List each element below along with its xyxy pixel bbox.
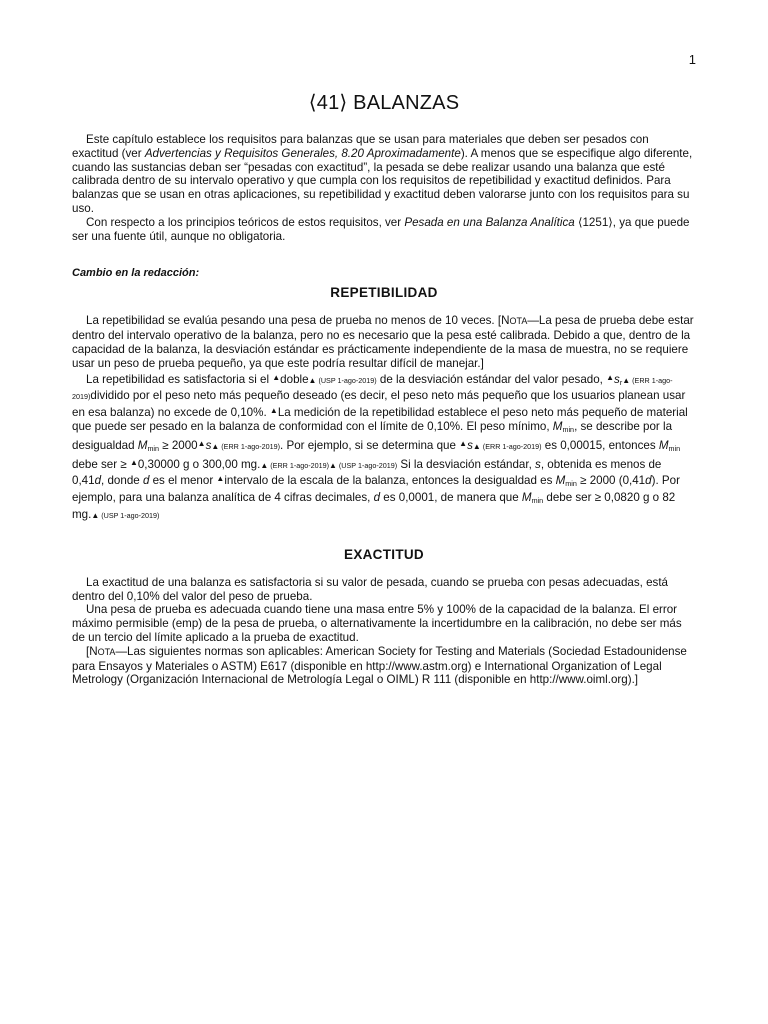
repetibilidad-paragraph-2: La repetibilidad es satisfactoria si el ▲doble▲ (USP 1-ago-2019) de la desviación estándar del valor pesado, $^▲s_r▲$ (ERR 1-ago-2019)dividido por el peso neto más pequeño deseado (es decir, el peso neto más pequeño que los usuarios planean usar en esa balanza) no excede de 0,10%. ▲La medición de la repetibilidad establece el peso neto más pequeño de material que puede ser pesado en la balanza de conformidad con el límite de 0,10%. El peso mínimo, $M_{min}$, se describe por la desigualdad $M_{min}$ ≥ 2000▲s▲ (ERR 1-ago-2019). Por ejemplo, si se determina que ▲s▲ (ERR 1-ago-2019) es 0,00015, entonces $M_{min}$ debe ser ≥ ▲0,30000 g o 300,00 mg.▲ (ERR 1-ago-2019)▲ (USP 1-ago-2019) Si la desviación estándar, s, obtenida es menos de 0,41d, donde d es el menor ▲intervalo de la escala de la balanza, entonces la desigualdad es $M_{min} \ge 2000$ (0,41d). Por ejemplo, para una balanza analítica de 4 cifras decimales, d es 0,0001, de manera que $M_{min}$ debe ser ≥ 0,0820 g o 82 mg.▲ (USP 1-ago-2019) (72, 372, 688, 521)
page-number: 1 (688, 52, 696, 67)
intro-paragraph-2: Con respecto a los principios teóricos de estos requisitos, ver Pesada en una Balanza Analítica ⟨1251⟩, ya que puede ser una fuente útil, aunque no obligatoria. (72, 215, 690, 243)
reference-advertencias: Advertencias y Requisitos Generales, 8.20 Aproximadamente (144, 146, 461, 160)
reference-pesada: Pesada en una Balanza Analítica (404, 215, 575, 229)
repetibilidad-paragraph-1: La repetibilidad se evalúa pesando una pesa de prueba no menos de 10 veces. [NOTA—La pesa de prueba debe estar dentro del intervalo operativo de la balanza, pero no es necesario que la pesa esté calibrada. Debido a que, dentro de la capacidad de la balanza, la desviación estándar es prácticamente independiente de la masa de muestra, no se requiere usar un peso de prueba pequeño, ya que este podría resultar difícil de manejar.] (72, 314, 694, 370)
heading-exactitud: EXACTITUD (344, 546, 424, 562)
change-note: Cambio en la redacción: (72, 267, 200, 280)
heading-repetibilidad: REPETIBILIDAD (330, 285, 438, 301)
intro-paragraph-1: Este capítulo establece los requisitos para balanzas que se usan para materiales que deben ser pesados con exactitud (ver Advertencias y Requisitos Generales, 8.20 Aproximadamente). A menos que se especifique algo diferente, cuando las sustancias deban ser “pesadas con exactitud”, la pesada se debe realizar usando una balanza que esté calibrada dentro de su intervalo operativo y que cumpla con los requisitos de repetibilidad y exactitud definidos. Para balanzas que se usan en otras aplicaciones, su repetibilidad y exactitud deben valorarse junto con los requisitos para su uso. (72, 133, 693, 215)
chapter-title: ⟨41⟩ BALANZAS (308, 92, 460, 114)
exactitud-paragraph-1: La exactitud de una balanza es satisfactoria si su valor de pesada, cuando se prueba con pesas adecuadas, está dentro del 0,10% del valor del peso de prueba. (72, 575, 669, 603)
document-body (72, 90, 696, 687)
exactitud-paragraph-2: Una pesa de prueba es adecuada cuando tiene una masa entre 5% y 100% de la capacidad de la balanza. El error máximo permisible (emp) de la pesa de prueba, o alternativamente la incertidumbre en la calibración, no debe ser más de un tercio del límite aplicado a la prueba de exactitud. (72, 603, 682, 644)
exactitud-paragraph-3: [NOTA—Las siguientes normas son aplicables: American Society for Testing and Materials (Sociedad Estadounidense para Ensayos y Materiales o ASTM) E617 (disponible en http://www.astm.org) e International Organization of Legal Metrology (Organización Internacional de Metrología Legal o OIML) R 111 (disponible en http://www.oiml.org).] (72, 644, 687, 687)
revision-marker: ▲ (272, 372, 281, 382)
